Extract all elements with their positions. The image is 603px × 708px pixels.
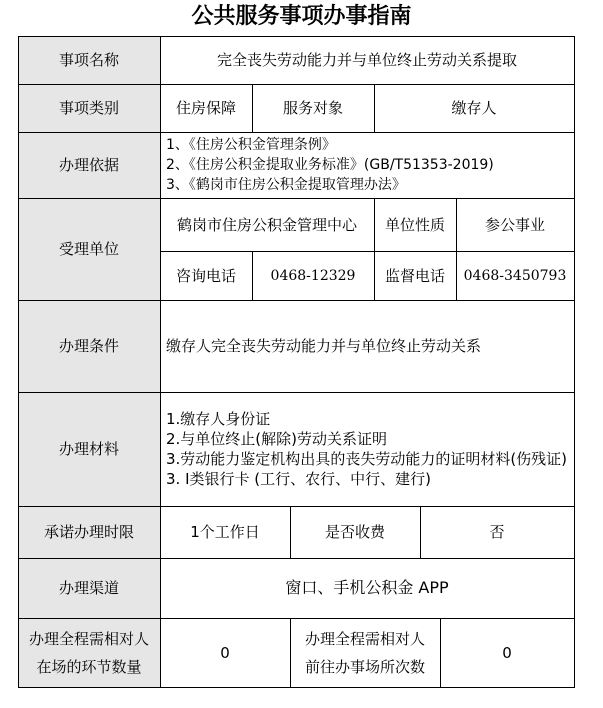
onsite-count-label-line-1: 办理全程需相对人 <box>28 630 149 648</box>
item-type-value: 住房保障 <box>175 99 236 117</box>
grid-line <box>290 618 291 688</box>
grid-line <box>456 198 457 300</box>
time-limit-value: 1个工作日 <box>190 523 260 541</box>
onsite-count-label-line-2: 在场的环节数量 <box>36 658 142 676</box>
materials-list <box>160 392 574 506</box>
visit-count-label-line-2: 前往办事场所次数 <box>304 658 425 676</box>
consult-phone-label: 咨询电话 <box>175 266 236 285</box>
grid-line <box>374 198 375 300</box>
item-name-value: 完全丧失劳动能力并与单位终止劳动关系提取 <box>216 51 517 69</box>
materials-line-2: 2.与单位终止(解除)劳动关系证明 <box>166 430 388 448</box>
grid-line <box>18 392 574 393</box>
basis-line-3: 3、《鹤岗市住房公积金提取管理办法》 <box>166 177 406 193</box>
unit-nature-value: 参公事业 <box>484 215 545 234</box>
grid-line <box>18 618 574 619</box>
basis-label: 办理依据 <box>58 156 119 174</box>
grid-line <box>18 506 574 507</box>
grid-line <box>160 251 574 252</box>
grid-line <box>440 618 441 688</box>
grid-line <box>374 84 375 132</box>
grid-line <box>18 36 19 688</box>
grid-line <box>18 198 574 199</box>
grid-line <box>252 84 253 132</box>
unit-name: 鹤岗市住房公积金管理中心 <box>176 215 357 234</box>
visit-count-value: 0 <box>502 644 512 662</box>
grid-line <box>252 251 253 300</box>
grid-line <box>160 36 161 688</box>
grid-line <box>18 558 574 559</box>
unit-nature-label: 单位性质 <box>384 215 445 234</box>
item-name-label: 事项名称 <box>58 51 119 69</box>
basis-line-1: 1、《住房公积金管理条例》 <box>166 137 336 153</box>
consult-phone-value: 0468-12329 <box>270 267 356 284</box>
fee-value: 否 <box>489 523 505 541</box>
basis-list <box>160 132 574 198</box>
grid-line <box>18 84 574 85</box>
fee-label: 是否收费 <box>324 523 385 541</box>
page-title: 公共服务事项办事指南 <box>191 4 412 29</box>
grid-line <box>574 36 575 688</box>
materials-line-4: 3. I类银行卡 (工行、农行、中行、建行) <box>166 470 431 488</box>
grid-line <box>420 506 421 558</box>
conditions-label: 办理条件 <box>58 337 119 355</box>
service-target-label: 服务对象 <box>282 99 343 117</box>
materials-line-3: 3.劳动能力鉴定机构出具的丧失劳动能力的证明材料(伤残证) <box>166 450 568 468</box>
onsite-count-label <box>18 618 160 688</box>
grid-line <box>18 687 575 688</box>
supervise-phone-label: 监督电话 <box>384 266 445 285</box>
basis-line-2: 2、《住房公积金提取业务标准》(GB/T51353-2019) <box>166 157 494 173</box>
onsite-count-value: 0 <box>220 644 230 662</box>
grid-line <box>18 132 574 133</box>
grid-line <box>290 506 291 558</box>
service-target-value: 缴存人 <box>451 99 497 117</box>
materials-label: 办理材料 <box>58 440 119 458</box>
conditions-value: 缴存人完全丧失劳动能力并与单位终止劳动关系 <box>166 337 482 355</box>
channel-label: 办理渠道 <box>58 579 119 597</box>
visit-count-label-line-1: 办理全程需相对人 <box>304 630 425 648</box>
channel-value: 窗口、手机公积金 APP <box>285 578 449 597</box>
grid-line <box>18 300 574 301</box>
grid-line <box>18 36 574 37</box>
item-type-label: 事项类别 <box>58 99 119 117</box>
time-limit-label: 承诺办理时限 <box>43 523 134 541</box>
unit-label: 受理单位 <box>58 240 119 258</box>
supervise-phone-value: 0468-3450793 <box>463 267 567 284</box>
visit-count-label <box>290 618 440 688</box>
materials-line-1: 1.缴存人身份证 <box>166 410 271 428</box>
